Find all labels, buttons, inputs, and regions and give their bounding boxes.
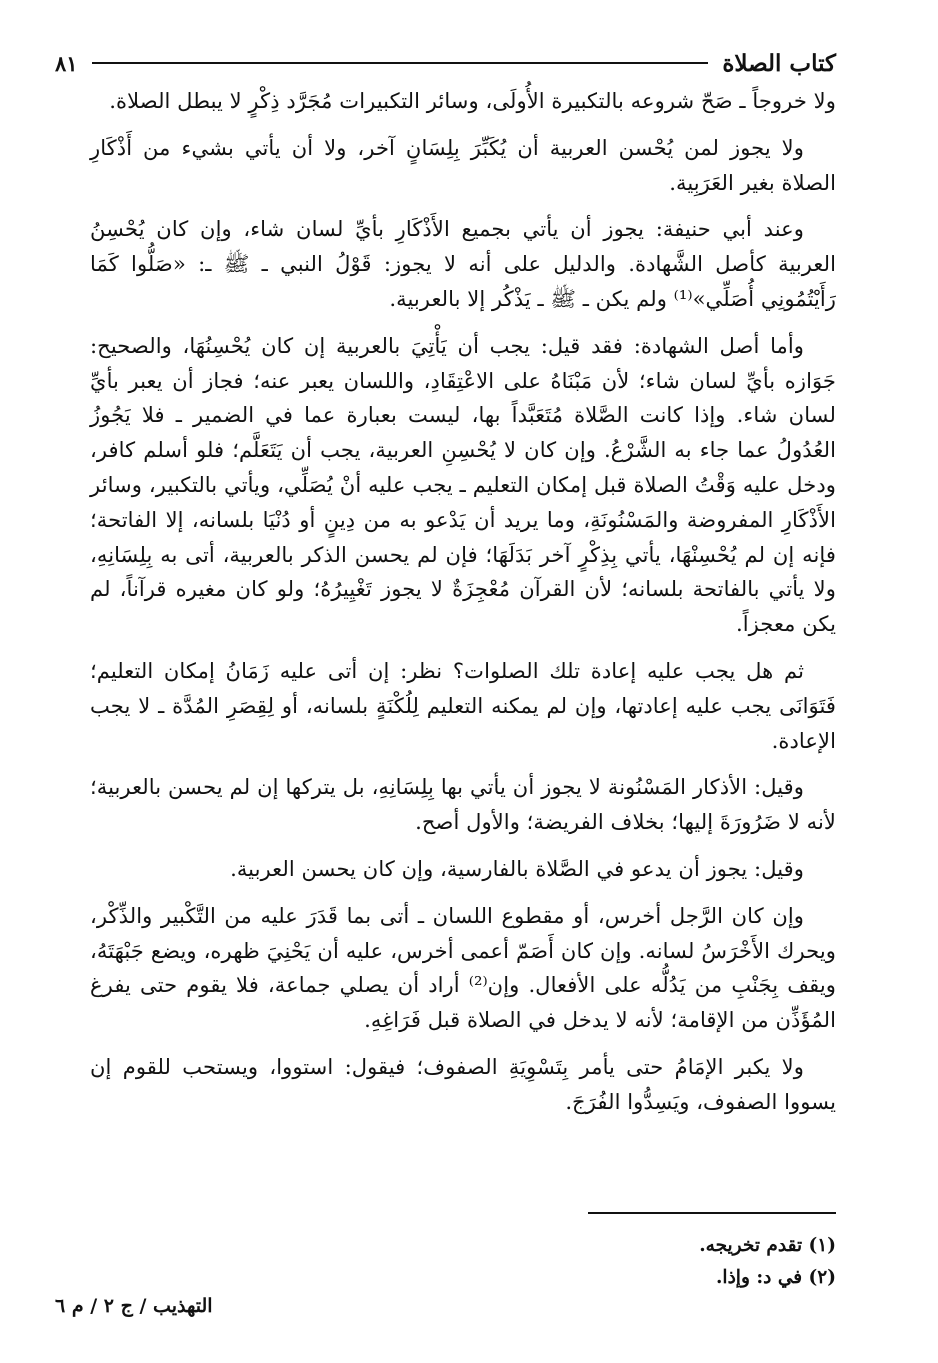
chapter-title: كتاب الصلاة <box>722 49 836 77</box>
paragraph: وقيل: يجوز أن يدعو في الصَّلاة بالفارسية، وإن كان يحسن العربية. <box>230 855 804 881</box>
main-text <box>90 84 836 1132</box>
paragraph: ولا خروجاً ـ صَحّ شروعه بالتكبيرة الأُولَى، وسائر التكبيرات مُجَرَّد ذِكْرٍ لا يبطل الصلاة. <box>109 88 836 113</box>
page-number: ٨١ <box>55 50 78 76</box>
paragraph: ولا يجوز لمن يُحْسن العربية أن يُكَبِّرَ بِلِسَانٍ آخر، ولا أن يأتي بشيء من أَذْكَارِ الصلاة بغير العَرَبِية. <box>90 134 836 195</box>
paragraph: ثم هل يجب عليه إعادة تلك الصلوات؟ نظر: إن أتى عليه زَمَانُ إمكان التعليم؛ فَتَوَانَى يجب عليه إعادتها، وإن لم يمكنه التعليم لِلُكْنَةٍ بلسانه، أو لِقِصَرِ المُدَّة ـ لا يجب الإعادة. <box>90 657 836 753</box>
book-signature: التهذيب / ج ٢ / م ٦ <box>55 1295 213 1317</box>
paragraph: وعند أبي حنيفة: يجوز أن يأتي بجميع الأَذْكَارِ بأيِّ لسان شاء، وإن كان يُحْسِنُ العربية كأصل الشَّهادة. والدليل على أنه لا يجوز: قَوْلُ النبي ـ ﷺ ـ: «صَلُّوا كَمَا رَأَيْتُمُونِي أُصَلِّي»⁽¹⁾ ولم يكن ـ ﷺ ـ يَذْكُر إلا بالعربية. <box>90 216 836 311</box>
paragraph: وأما أصل الشهادة: فقد قيل: يجب أن يَأْتِيَ بالعربية إن كان يُحْسِنُهَا، والصحيح: جَوَازه بأيِّ لسان شاء؛ لأن مَبْنَاهُ على الاعْتِقَادِ، واللسان يعبر عنه؛ فجاز أن يعبر بأيِّ لسان شاء. وإذا كانت الصَّلاة مُتَعَبَّداً بها، ليست بعبارة عما في الضمير ـ فلا يَجُوزُ العُدُولُ عما جاء به الشَّرْعُ. وإن كان لا يُحْسِنِ العربية، يجب أن يَتَعَلَّم؛ فلو أسلم كافر، ودخل عليه وَقْتُ الصلاة قبل إمكان التعليم ـ يجب عليه أنْ يُصَلِّي، ويأتي بالتكبير، وسائر الأَذْكَارِ المفروضة والمَسْنُونَةِ، وما يريد أن يَدْعو به من دِينٍ أو دُنْيَا بلسانه، إلا الفاتحة؛ فإنه إن لم يُحْسِنْهَا، يأتي بِذِكْرٍ آخر بَدَلَهَا؛ فإن لم يحسن الذكر بالعربية، أتى به بِلِسَانِهِ، ولا يأتي بالفاتحة بلسانه؛ لأن القرآن مُعْجِزَةٌ لا يجوز تَغْيِيرُهُ؛ ولو كان مغيره قرآناً، لم يكن معجزاً. <box>90 332 837 637</box>
footnotes <box>420 1230 836 1294</box>
running-header <box>55 50 836 76</box>
footnote-divider <box>588 1212 836 1214</box>
header-rule <box>92 62 709 64</box>
footnote: (٢) في د: وإذا. <box>715 1267 836 1288</box>
footnote: (١) تقدم تخريجه. <box>699 1235 836 1256</box>
paragraph: وقيل: الأذكار المَسْنُونة لا يجوز أن يأتي بها بِلِسَانِهِ، بل يتركها إن لم يحسن بالعربية؛ لأنه لا ضَرُورَةَ إليها؛ بخلاف الفريضة؛ والأول أصح. <box>90 774 836 835</box>
paragraph: وإن كان الرَّجل أخرس، أو مقطوع اللسان ـ أتى بما قَدَرَ عليه من التَّكْبير والذِّكْر، ويحرك الأَخْرَسُ لسانه. وإن كان أَصَمّ أعمى أخرس، عليه أن يَحْنِيَ ظهره، ويضع جَبْهَتَهُ، ويقف بِجَنْبِ من يَدُلُّه على الأفعال. وإن⁽²⁾ أراد أن يصلي جماعة، فلا يقوم حتى يفرغ المُؤَذِّن من الإقامة؛ لأنه لا يدخل في الصلاة قبل فَرَاغِهِ. <box>90 902 836 1033</box>
paragraph: ولا يكبر الإمَامُ حتى يأمر بِتَسْوِيَةِ الصفوف؛ فيقول: استووا، ويستحب للقوم إن يسووا الصفوف، ويَسِدُّوا الفُرَجَ. <box>90 1053 836 1114</box>
